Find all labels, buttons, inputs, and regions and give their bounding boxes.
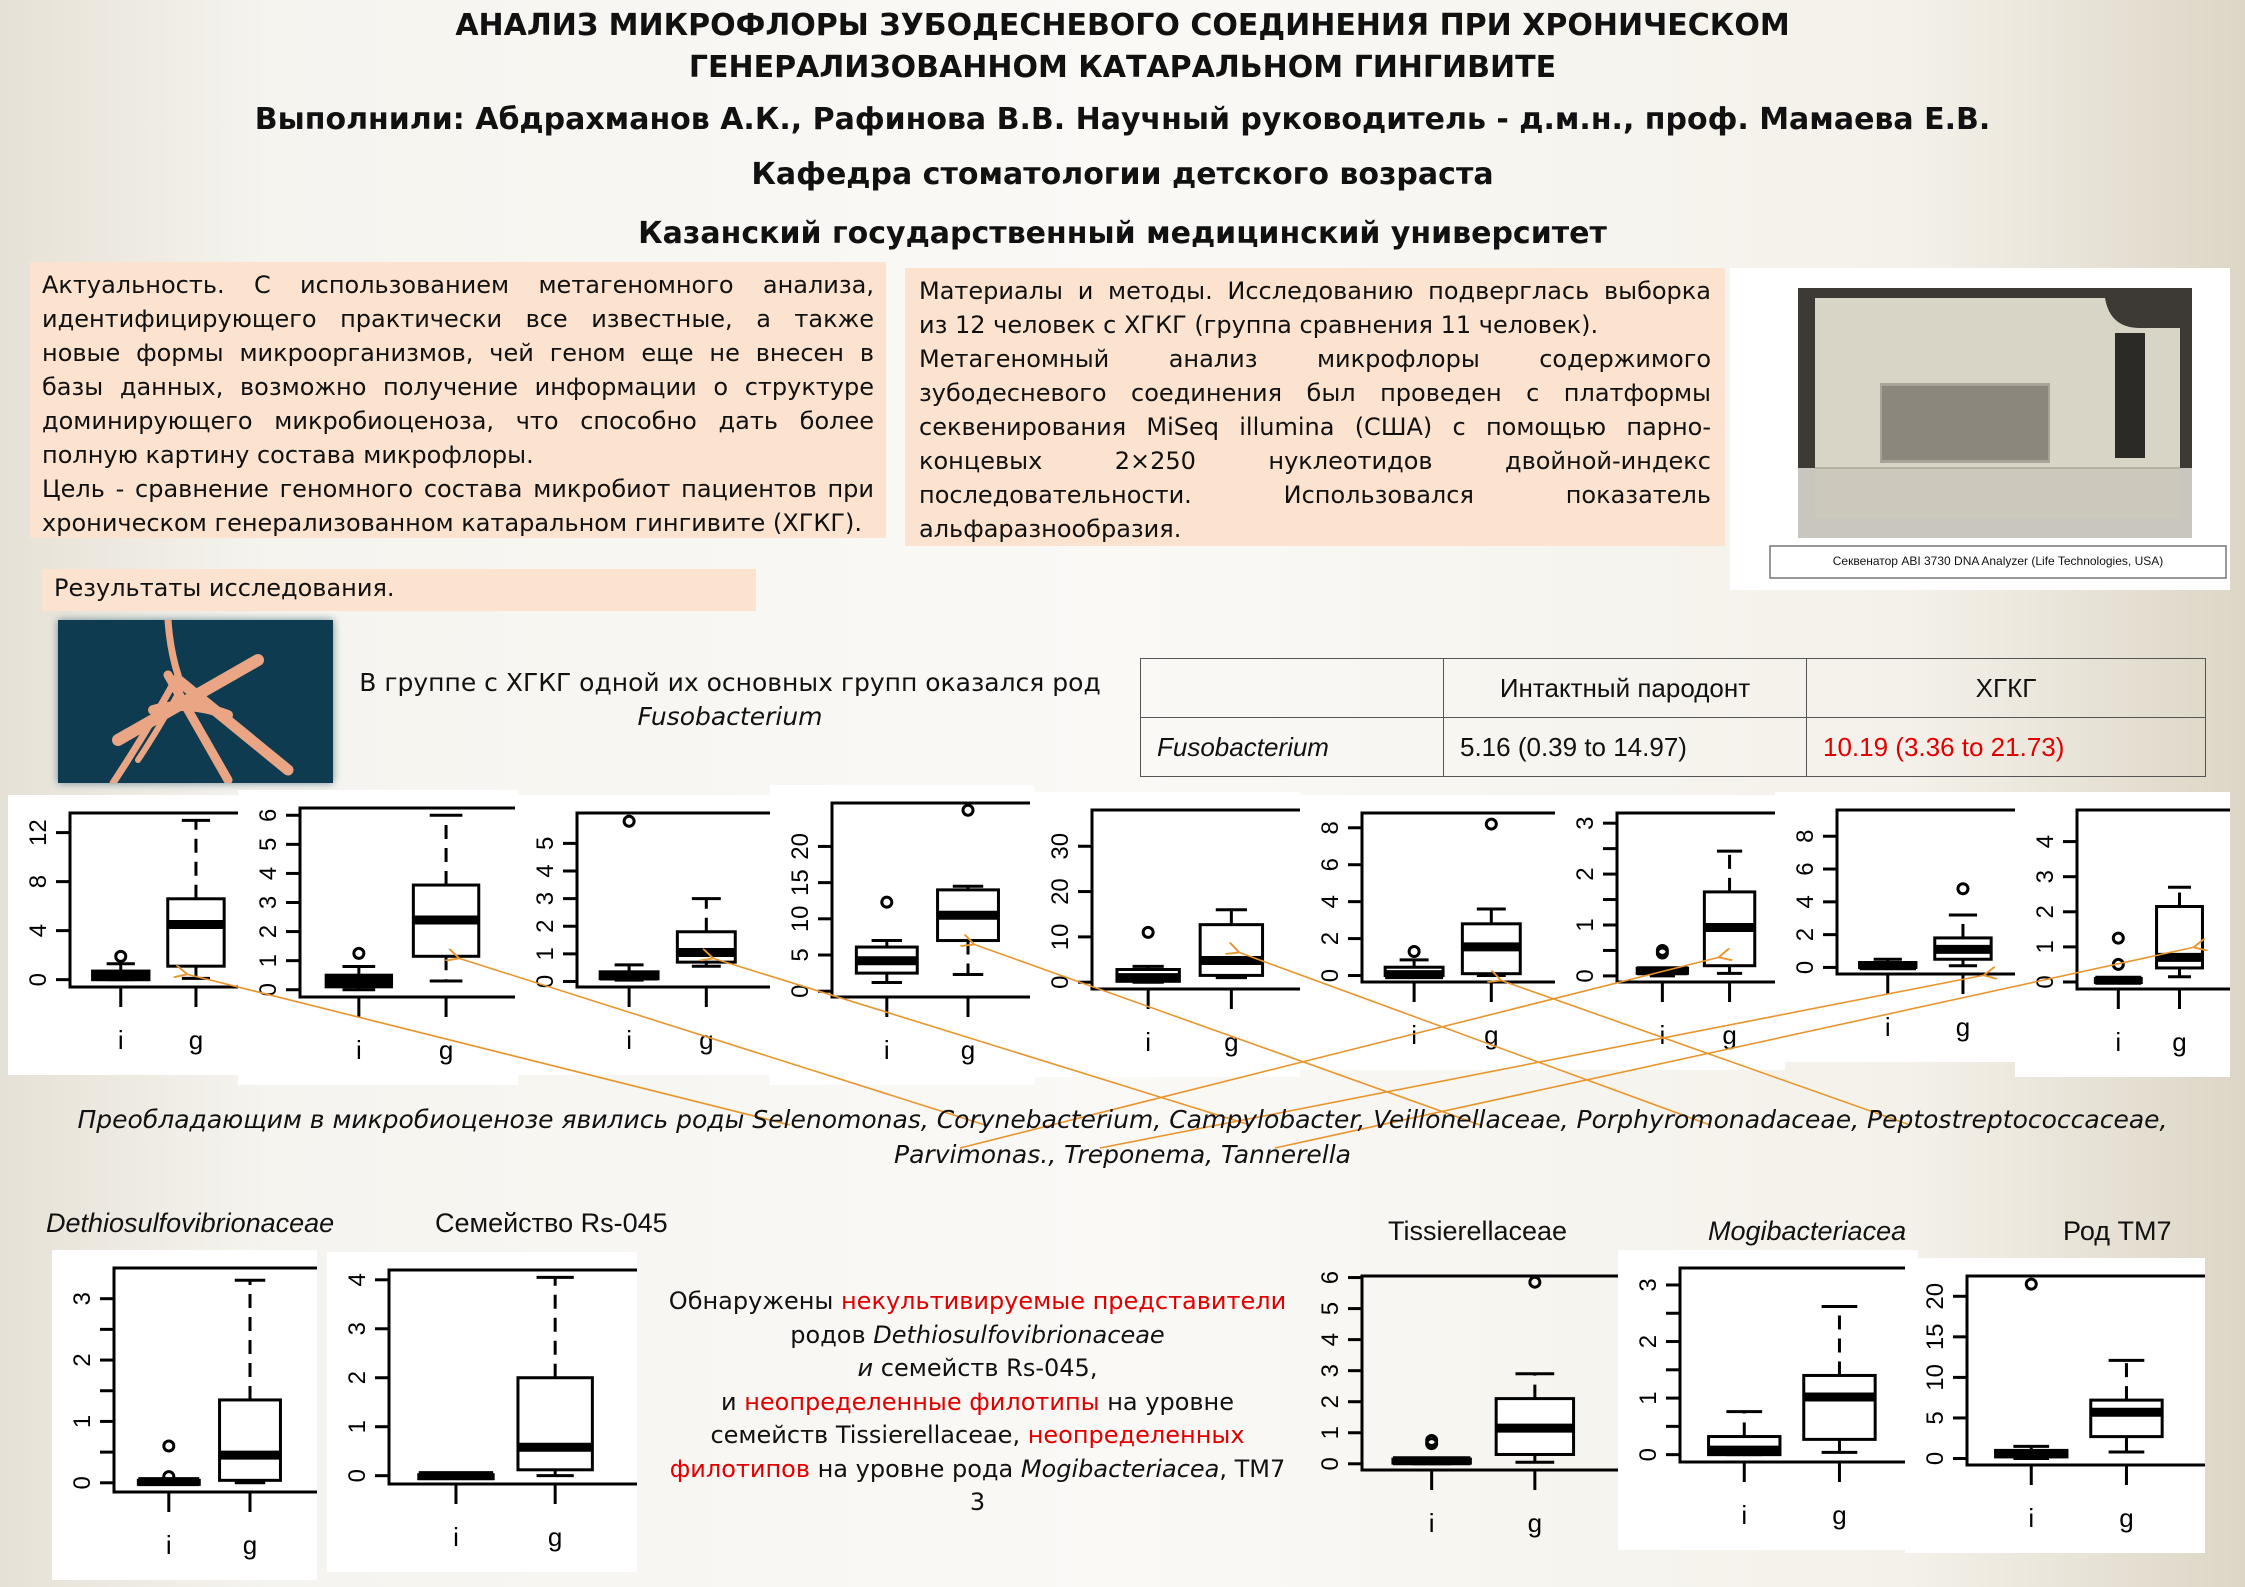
- y-tick-label: 15: [1922, 1323, 1949, 1351]
- outlier-point: [2113, 933, 2123, 943]
- caption-dethiosulfovibrionaceae: Dethiosulfovibrionaceae: [46, 1208, 335, 1238]
- boxplot-svg: [1300, 795, 1555, 1070]
- x-tick-label: g: [1832, 1500, 1847, 1530]
- plot-frame: [1362, 1276, 1620, 1470]
- y-tick-label: 4: [1317, 1332, 1344, 1347]
- findings-line7: 3: [969, 1488, 986, 1516]
- boxplot-svg: [1300, 1258, 1620, 1558]
- x-tick-label: g: [1484, 1020, 1499, 1050]
- y-tick-label: 1: [1572, 918, 1599, 932]
- x-tick-label: g: [1955, 1012, 1971, 1042]
- fusobacterium-table: [1140, 658, 2206, 777]
- findings-line4: [640, 1386, 1315, 1420]
- boxplot-svg: [1905, 1258, 2205, 1553]
- y-tick-label: 5: [1922, 1411, 1949, 1425]
- findings-l2-italic: Dethiosulfovibrionaceae: [873, 1320, 1165, 1349]
- y-tick-label: 0: [255, 983, 282, 997]
- findings-l2-black: родов: [790, 1320, 874, 1349]
- box-g: [2091, 1400, 2162, 1437]
- y-tick-label: 6: [1317, 1270, 1344, 1285]
- prevailing-genera-line1: Преобладающим в микробиоценозе явились роды Selenomonas, Corynebacterium, Campylobacter, Veillonellaceae, Porphyromonadaceae, Peptostreptococcaceae,: [77, 1105, 2168, 1134]
- y-tick-label: 4: [2032, 834, 2059, 849]
- table-header-row: [1141, 659, 2206, 718]
- x-tick-label: i: [883, 1035, 890, 1065]
- poster-title-line1: АНАЛИЗ МИКРОФЛОРЫ ЗУБОДЕСНЕВОГО СОЕДИНЕНИЯ ПРИ ХРОНИЧЕСКОМ: [455, 8, 1790, 43]
- boxplot-svg: [327, 1252, 637, 1572]
- caption-tm7: Род TM7: [2063, 1216, 2172, 1246]
- findings-l6-italic: Mogibacteriacea: [1020, 1454, 1220, 1483]
- outlier-point: [116, 951, 126, 961]
- findings-l4-black2: на уровне: [1099, 1387, 1234, 1416]
- y-tick-label: 4: [344, 1273, 371, 1287]
- y-tick-label: 0: [1792, 960, 1819, 975]
- boxplot-panel-9: [2015, 792, 2230, 1077]
- plot-frame: [1967, 1276, 2205, 1465]
- y-tick-label: 4: [255, 866, 282, 881]
- y-tick-label: 3: [2032, 870, 2059, 884]
- boxplot-panel-8: [1775, 792, 2025, 1062]
- x-tick-label: i: [1411, 1020, 1418, 1050]
- x-tick-label: i: [1884, 1012, 1891, 1042]
- y-tick-label: 0: [1635, 1447, 1662, 1462]
- y-tick-label: 8: [1792, 829, 1819, 843]
- y-tick-label: 3: [255, 895, 282, 910]
- x-tick-label: i: [626, 1025, 633, 1055]
- prevailing-genera-line2: Parvimonas., Treponema, Tannerella: [894, 1140, 1351, 1169]
- y-tick-label: 2: [1317, 1395, 1344, 1409]
- findings-l3-italic: и: [857, 1354, 874, 1382]
- goal-text: Цель - сравнение геномного состава микробиот пациентов при хроническом генерализованном катаральном гингивите (ХГКГ).: [42, 475, 874, 537]
- y-tick-label: 1: [1317, 1426, 1344, 1440]
- y-tick-label: 2: [344, 1371, 371, 1385]
- y-tick-label: 2: [255, 924, 282, 939]
- findings-l1-black: Обнаружены: [668, 1287, 841, 1315]
- x-tick-label: i: [165, 1530, 172, 1560]
- fusobacterium-text: В группе с ХГКГ одной их основных групп оказался род: [359, 668, 1101, 697]
- boxplot-svg: [1618, 1250, 1918, 1550]
- sequencer-caption: Секвенатор ABI 3730 DNA Analyzer (Life Technologies, USA): [1832, 554, 2164, 568]
- x-tick-label: i: [117, 1025, 124, 1055]
- plot-frame: [1617, 813, 1785, 982]
- x-tick-label: i: [2115, 1027, 2122, 1057]
- table-header-hgkg: ХГКГ: [1807, 659, 2206, 718]
- y-tick-label: 3: [1635, 1278, 1662, 1292]
- y-tick-label: 0: [344, 1468, 371, 1483]
- y-tick-label: 2: [532, 919, 559, 933]
- y-tick-label: 1: [255, 953, 282, 968]
- plot-frame: [300, 808, 518, 997]
- y-tick-label: 5: [255, 837, 282, 852]
- boxplot-panel-1: [8, 795, 258, 1075]
- y-tick-label: 6: [1792, 862, 1819, 876]
- outlier-point: [1409, 947, 1419, 957]
- x-tick-label: g: [2119, 1503, 2134, 1533]
- y-tick-label: 0: [1317, 1457, 1344, 1471]
- outlier-point: [1143, 927, 1153, 937]
- box-g: [168, 899, 224, 966]
- y-tick-label: 3: [1317, 1363, 1344, 1378]
- box-g: [677, 932, 735, 962]
- boxplot-svg: [515, 795, 770, 1075]
- y-tick-label: 20: [787, 833, 814, 860]
- y-tick-label: 2: [1572, 867, 1599, 881]
- y-tick-label: 10: [1047, 923, 1074, 951]
- boxplot-panel-6: [1300, 795, 1555, 1070]
- boxplot-tissierellaceae: [1300, 1258, 1620, 1558]
- outlier-point: [624, 816, 634, 826]
- y-tick-label: 6: [1317, 858, 1344, 872]
- plot-frame: [1362, 813, 1555, 982]
- x-tick-label: g: [547, 1522, 563, 1552]
- y-tick-label: 5: [787, 948, 814, 962]
- poster-title-line2: ГЕНЕРАЛИЗОВАННОМ КАТАРАЛЬНОМ ГИНГИВИТЕ: [688, 50, 1557, 85]
- y-tick-label: 3: [1572, 816, 1599, 830]
- y-tick-label: 0: [1572, 969, 1599, 983]
- box-g: [1804, 1375, 1875, 1439]
- x-tick-label: g: [1224, 1027, 1239, 1057]
- fusobacterium-genus: Fusobacterium: [637, 702, 823, 731]
- y-tick-label: 0: [69, 1476, 96, 1490]
- findings-l5-red: неопределенных: [1027, 1421, 1245, 1449]
- findings-l4-red: неопределенные филотипы: [744, 1387, 1100, 1416]
- y-tick-label: 1: [1635, 1391, 1662, 1405]
- boxplot-svg: [8, 795, 258, 1075]
- y-tick-label: 5: [532, 836, 559, 851]
- findings-l6-black: на уровне рода: [809, 1454, 1021, 1483]
- table-cell-intact: 5.16 (0.39 to 14.97): [1444, 718, 1807, 777]
- y-tick-label: 3: [532, 891, 559, 906]
- y-tick-label: 2: [1635, 1334, 1662, 1349]
- findings-l6-red: филотипов: [669, 1454, 810, 1483]
- findings-line2: [640, 1319, 1315, 1353]
- box-g: [518, 1378, 592, 1470]
- y-tick-label: 20: [1922, 1282, 1949, 1310]
- findings-line1: [640, 1285, 1315, 1319]
- y-tick-label: 4: [532, 864, 559, 878]
- x-tick-label: g: [1722, 1020, 1737, 1050]
- x-tick-label: i: [355, 1035, 362, 1065]
- plot-frame: [1092, 810, 1300, 989]
- boxplot-panel-3: [515, 795, 770, 1075]
- authors: Выполнили: Абдрахманов А.К., Рафинова В.В. Научный руководитель - д.м.н., проф. Мамаева Е.В.: [254, 102, 1991, 137]
- boxplot-svg: [1775, 792, 2025, 1062]
- y-tick-label: 15: [787, 869, 814, 896]
- plot-frame: [2077, 810, 2230, 989]
- fusobacterium-image: [58, 620, 333, 783]
- x-tick-label: i: [1659, 1020, 1666, 1050]
- table-header-intact: Интактный пародонт: [1444, 659, 1807, 718]
- relevance-text: Актуальность. С использованием метагеномного анализа, идентифицирующего практически все известные, а также новые формы микроорганизмов, чей геном еще не внесен в базы данных, возможно получение информации о структуре доминирующего микробиоценоза, что способно дать более полную картину состава микрофлоры.: [42, 271, 874, 469]
- box-g: [220, 1400, 281, 1480]
- outlier-point: [2026, 1279, 2036, 1289]
- y-tick-label: 0: [1317, 968, 1344, 983]
- outlier-point: [882, 897, 892, 907]
- boxplot-svg: [2015, 792, 2230, 1077]
- boxplot-svg: [238, 790, 518, 1085]
- boxplot-panel-4: [770, 785, 1035, 1085]
- caption-mogibacteriacea: Mogibacteriacea: [1708, 1216, 1907, 1246]
- methods-box: [905, 268, 1725, 546]
- outlier-point: [2113, 959, 2123, 969]
- x-tick-label: g: [699, 1025, 714, 1055]
- methods-analysis-text: Метагеномный анализ микрофлоры содержимого зубодесневого соединения был проведен с платформы секвенирования MiSeq illumina (США) с помощью парно-концевых 2×250 нуклеотидов двойной-индекс последовательности. Использовался показатель альфаразнообразия.: [919, 345, 1711, 543]
- plot-frame: [1837, 810, 2025, 974]
- y-tick-label: 0: [25, 972, 52, 987]
- x-tick-label: g: [438, 1035, 454, 1065]
- bacteria-illustration: [58, 620, 333, 783]
- x-tick-label: g: [960, 1035, 976, 1065]
- findings-l3-black: семейств Rs-045,: [873, 1354, 1098, 1382]
- y-tick-label: 20: [1047, 878, 1074, 905]
- y-tick-label: 2: [1317, 931, 1344, 946]
- caption-rs045: Семейство Rs-045: [435, 1208, 668, 1238]
- table-header-empty: [1141, 659, 1444, 718]
- y-tick-label: 0: [1922, 1451, 1949, 1466]
- boxplot-svg: [1555, 795, 1785, 1070]
- y-tick-label: 2: [69, 1353, 96, 1367]
- university: Казанский государственный медицинский университет: [638, 216, 1607, 251]
- boxplot-panel-7: [1555, 795, 1785, 1070]
- y-tick-label: 10: [787, 905, 814, 933]
- results-heading-box: [42, 569, 756, 611]
- caption-tissierellaceae: Tissierellaceae: [1388, 1216, 1568, 1246]
- box-g: [1200, 925, 1262, 976]
- y-tick-label: 1: [2032, 940, 2059, 954]
- x-tick-label: g: [188, 1025, 204, 1055]
- y-tick-label: 10: [1922, 1364, 1949, 1391]
- findings-l1-red: некультивируемые представители: [840, 1287, 1287, 1315]
- findings-l5-black: семейств Tissierellaceae,: [710, 1421, 1028, 1449]
- table-cell-hgkg: 10.19 (3.36 to 21.73): [1807, 718, 2206, 777]
- outlier-point: [1486, 819, 1496, 829]
- findings-l6-black2: , TM7: [1219, 1454, 1286, 1483]
- y-tick-label: 4: [1792, 895, 1819, 909]
- sequencer-figure: [1730, 268, 2230, 590]
- outlier-point: [1530, 1277, 1540, 1287]
- findings-l4-black: и: [720, 1387, 745, 1416]
- findings-line3: [640, 1352, 1315, 1386]
- y-tick-label: 5: [1317, 1301, 1344, 1316]
- y-tick-label: 4: [25, 923, 52, 938]
- sequencer-photo: [1730, 268, 2230, 590]
- plot-frame: [577, 813, 770, 987]
- y-tick-label: 1: [69, 1414, 96, 1429]
- y-tick-label: 0: [787, 984, 814, 998]
- x-tick-label: i: [1741, 1500, 1748, 1530]
- y-tick-label: 1: [344, 1420, 371, 1434]
- x-tick-label: g: [242, 1530, 258, 1560]
- findings-line5: [640, 1419, 1315, 1453]
- department: Кафедра стоматологии детского возраста: [751, 157, 1494, 192]
- boxplot-svg: [52, 1250, 317, 1580]
- plot-frame: [1680, 1268, 1918, 1462]
- boxplot-panel-5: [1030, 792, 1300, 1077]
- boxplot-svg: [1030, 792, 1300, 1077]
- table-row: [1141, 718, 2206, 777]
- y-tick-label: 6: [255, 808, 282, 822]
- boxplot-tm7: [1905, 1258, 2205, 1553]
- plot-frame: [70, 813, 258, 987]
- y-tick-label: 2: [2032, 905, 2059, 919]
- relevance-box: [30, 262, 886, 538]
- y-tick-label: 8: [25, 874, 52, 889]
- boxplot-mogibacteriacea: [1618, 1250, 1918, 1550]
- x-tick-label: i: [453, 1522, 459, 1552]
- outlier-point: [963, 805, 973, 815]
- boxplot-panel-2: [238, 790, 518, 1085]
- table-cell-genus: Fusobacterium: [1141, 718, 1444, 777]
- x-tick-label: i: [1145, 1027, 1152, 1057]
- y-tick-label: 0: [2032, 975, 2059, 989]
- y-tick-label: 4: [1317, 894, 1344, 909]
- findings-text: [640, 1285, 1315, 1520]
- x-tick-label: i: [1428, 1508, 1435, 1538]
- outlier-point: [164, 1441, 174, 1451]
- outlier-point: [354, 948, 364, 958]
- x-tick-label: i: [2028, 1503, 2035, 1533]
- y-tick-label: 1: [532, 947, 559, 961]
- boxplot-dethiosulfovibrionaceae: [52, 1250, 317, 1580]
- outlier-point: [1958, 884, 1968, 894]
- boxplot-svg: [770, 785, 1035, 1085]
- y-tick-label: 8: [1317, 821, 1344, 835]
- results-heading: Результаты исследования.: [54, 574, 395, 602]
- plot-frame: [114, 1268, 317, 1492]
- y-tick-label: 0: [532, 974, 559, 989]
- y-tick-label: 12: [25, 819, 52, 846]
- plot-frame: [389, 1270, 637, 1484]
- boxplot-rs045: [327, 1252, 637, 1572]
- methods-sample-text: Материалы и методы. Исследованию подверглась выборка из 12 человек с ХГКГ (группа сравнения 11 человек).: [919, 277, 1711, 339]
- y-tick-label: 30: [1047, 832, 1074, 860]
- y-tick-label: 0: [1047, 975, 1074, 989]
- x-tick-label: g: [2172, 1027, 2187, 1057]
- findings-line6: [640, 1453, 1315, 1487]
- x-tick-label: g: [1527, 1508, 1543, 1538]
- y-tick-label: 2: [1792, 927, 1819, 942]
- y-tick-label: 3: [69, 1292, 96, 1306]
- y-tick-label: 3: [344, 1322, 371, 1336]
